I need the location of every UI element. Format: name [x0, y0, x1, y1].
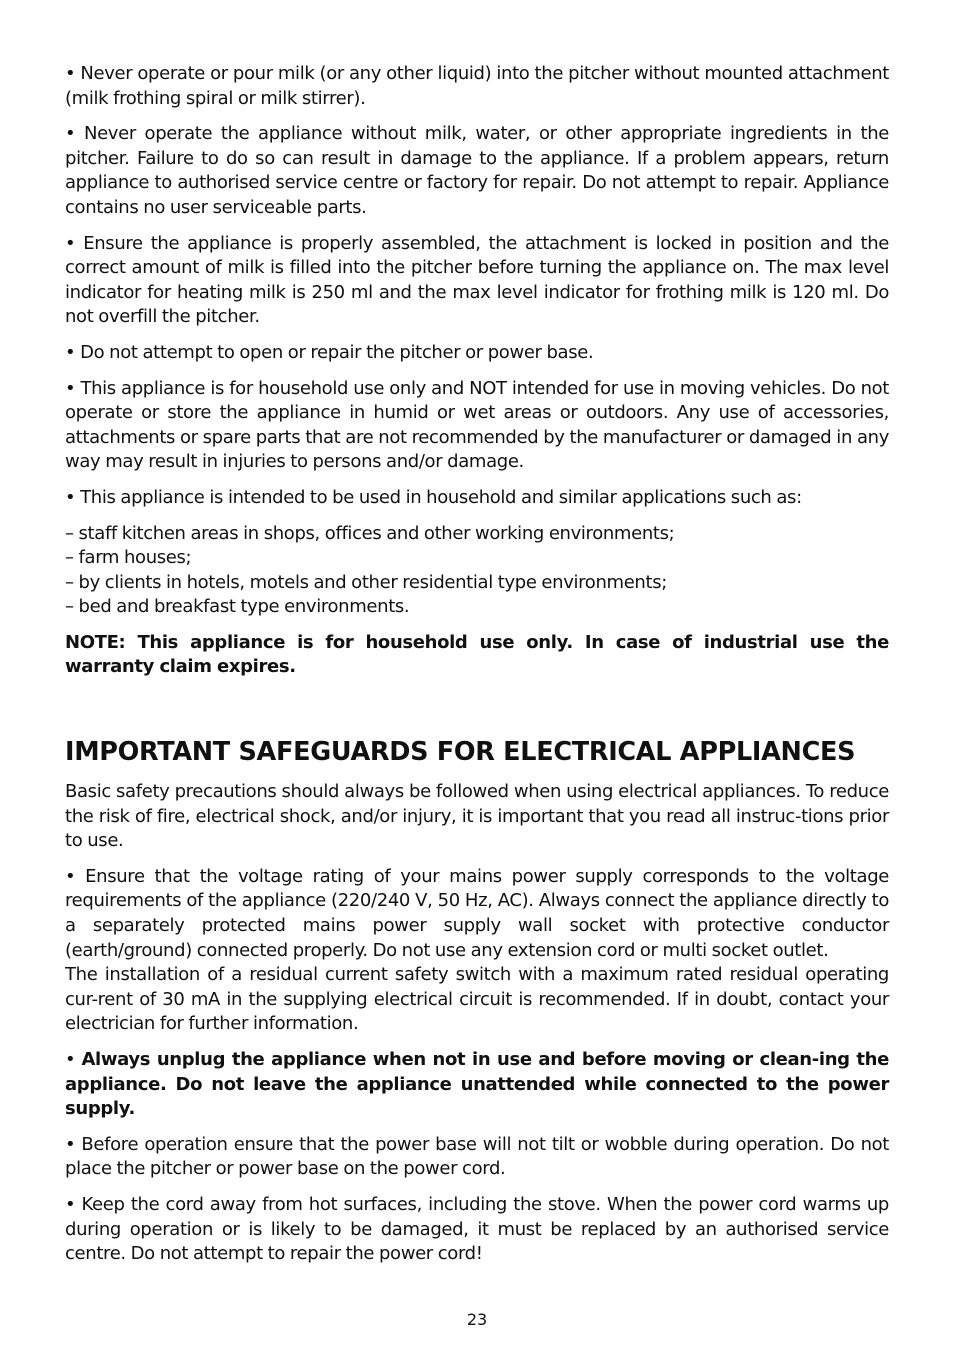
safety-item-household: • This appliance is for household use only and NOT intended for use in moving vehicles. Do not operate or store the appliance in humid or wet areas or outdoors. Any use of accessories, attachments or spare parts that are not recommended by the manufacturer or damaged in any way may result in injuries to persons and/or damage.	[65, 377, 889, 473]
safety-item-no-repair: • Do not attempt to open or repair the pitcher or power base.	[65, 341, 594, 363]
list-item: – by clients in hotels, motels and other residential type environments;	[65, 571, 667, 593]
page-number: 23	[466, 1310, 488, 1329]
manual-page	[65, 62, 889, 1278]
safety-item-stability: • Before operation ensure that the power base will not tilt or wobble during operation. Do not place the pitcher or power base on the power cord.	[65, 1133, 889, 1180]
voltage-requirements: • Ensure that the voltage rating of your mains power supply corresponds to the voltage requirements of the appliance (220/240 V, 50 Hz, AC). Always connect the appliance directly to a separately protected mains power supply wall socket with protective conductor (earth/ground) connected properly. Do not use any extension cord or multi socket outlet.	[65, 865, 889, 961]
applications-list	[65, 522, 889, 620]
bullet: •	[65, 1049, 82, 1070]
safety-item-applications: • This appliance is intended to be used in household and similar applications such as:	[65, 486, 802, 508]
section-heading: IMPORTANT SAFEGUARDS FOR ELECTRICAL APPLIANCES	[65, 737, 856, 768]
safety-item-no-milk: • Never operate the appliance without milk, water, or other appropriate ingredients in the pitcher. Failure to do so can result in damage to the appliance. If a problem appears, return appliance to authorised service centre or factory for repair. Do not attempt to repair. Appliance contains no user serviceable parts.	[65, 123, 889, 218]
safety-item-attachment: • Never operate or pour milk (or any other liquid) into the pitcher without mounted attachment (milk frothing spiral or milk stirrer).	[65, 63, 889, 109]
warranty-note: NOTE: This appliance is for household use only. In case of industrial use the warranty claim expires.	[65, 631, 889, 678]
section-intro: Basic safety precautions should always be followed when using electrical appliances. To reduce the risk of fire, electrical shock, and/or injury, it is important that you read all instruc-tions prior to use.	[65, 781, 889, 852]
list-item: – staff kitchen areas in shops, offices and other working environments;	[65, 522, 675, 544]
residual-current-switch: The installation of a residual current safety switch with a maximum rated residual operating cur-rent of 30 mA in the supplying electrical circuit is recommended. If in doubt, contact your electrician for further information.	[65, 964, 889, 1035]
unplug-warning	[65, 1048, 889, 1122]
safety-item-cord: • Keep the cord away from hot surfaces, including the stove. When the power cord warms up during operation or is likely to be damaged, it must be replaced by an authorised service centre. Do not attempt to repair the power cord!	[65, 1193, 889, 1265]
list-item: – farm houses;	[65, 547, 192, 569]
list-item: – bed and breakfast type environments.	[65, 596, 410, 618]
unplug-warning-text: Always unplug the appliance when not in use and before moving or clean-ing the appliance. Do not leave the appliance unattended while connected to the power supply.	[65, 1049, 889, 1120]
safety-item-assembly: • Ensure the appliance is properly assembled, the attachment is locked in position and the correct amount of milk is filled into the pitcher before turning the appliance on. The max level indicator for heating milk is 250 ml and the max level indicator for frothing milk is 120 ml. Do not overfill the pitcher.	[65, 232, 889, 328]
voltage-block	[65, 865, 889, 1037]
